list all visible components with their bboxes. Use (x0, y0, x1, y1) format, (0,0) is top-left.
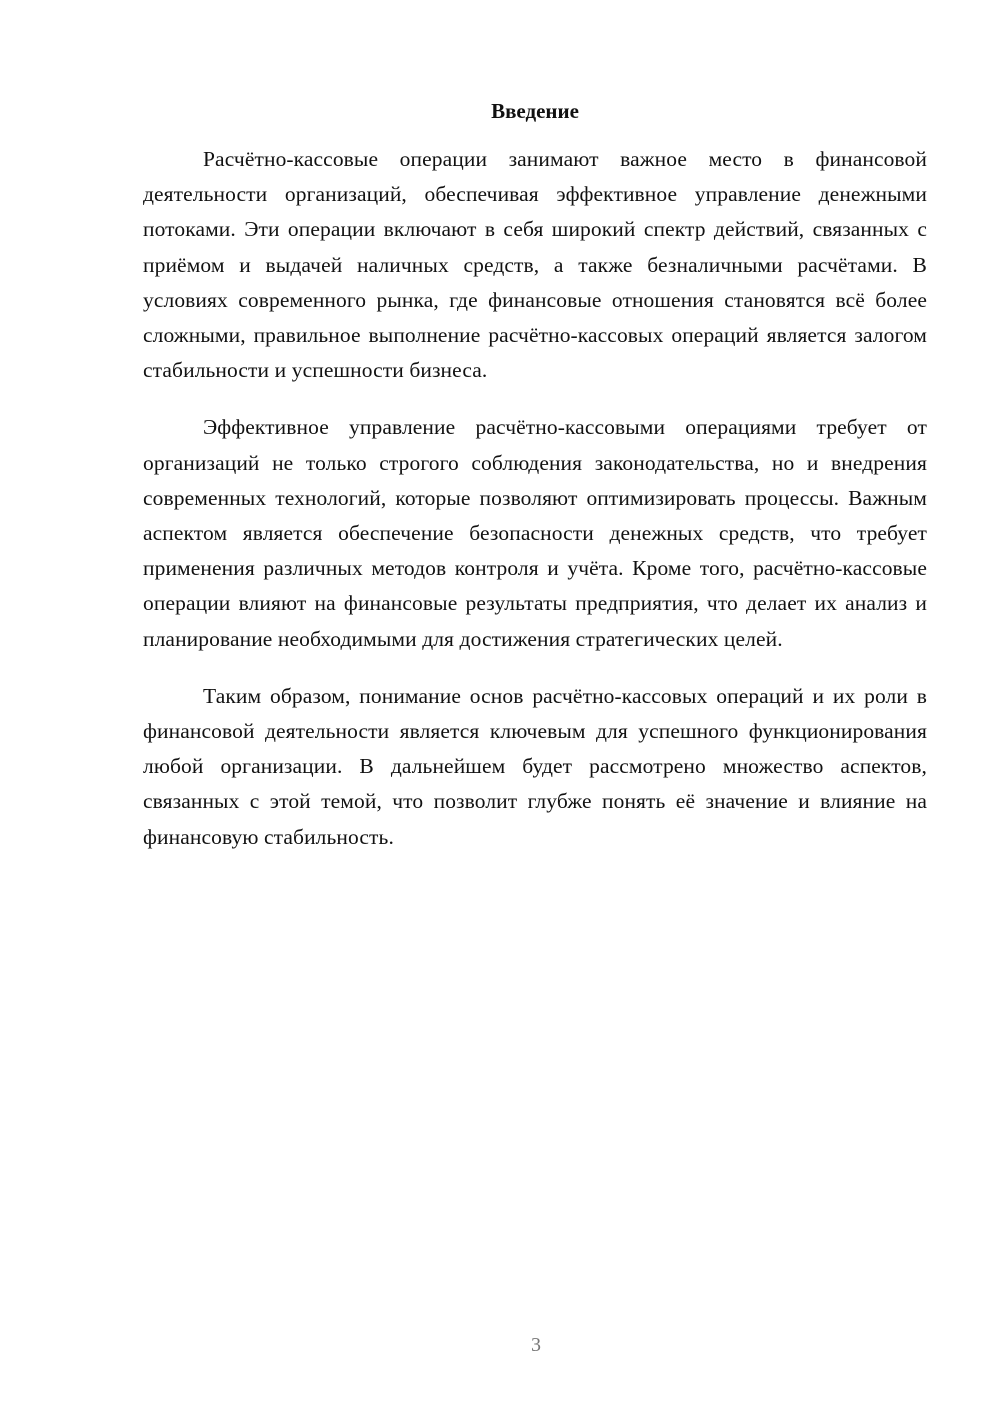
section-title: Введение (491, 99, 579, 123)
page-number: 3 (531, 1334, 541, 1356)
paragraph-3: Таким образом, понимание основ расчётно-кассовых операций и их роли в финансовой деятельности является ключевым для успешного функционирования любой организации. В дальнейшем будет рассмотрено множество аспектов, связанных с этой темой, что позволит глубже понять её значение и влияние на финансовую стабильность. (143, 683, 927, 849)
body-text (143, 142, 927, 877)
paragraph-2: Эффективное управление расчётно-кассовыми операциями требует от организаций не только строгого соблюдения законодательства, но и внедрения современных технологий, которые позволяют оптимизировать процессы. Важным аспектом является обеспечение безопасности денежных средств, что требует применения различных методов контроля и учёта. Кроме того, расчётно-кассовые операции влияют на финансовые результаты предприятия, что делает их анализ и планирование необходимыми для достижения стратегических целей. (143, 415, 927, 651)
paragraph-1: Расчётно-кассовые операции занимают важное место в финансовой деятельности организаций, обеспечивая эффективное управление денежными потоками. Эти операции включают в себя широкий спектр действий, связанных с приёмом и выдачей наличных средств, а также безналичными расчётами. В условиях современного рынка, где финансовые отношения становятся всё более сложными, правильное выполнение расчётно-кассовых операций является залогом стабильности и успешности бизнеса. (143, 147, 927, 383)
